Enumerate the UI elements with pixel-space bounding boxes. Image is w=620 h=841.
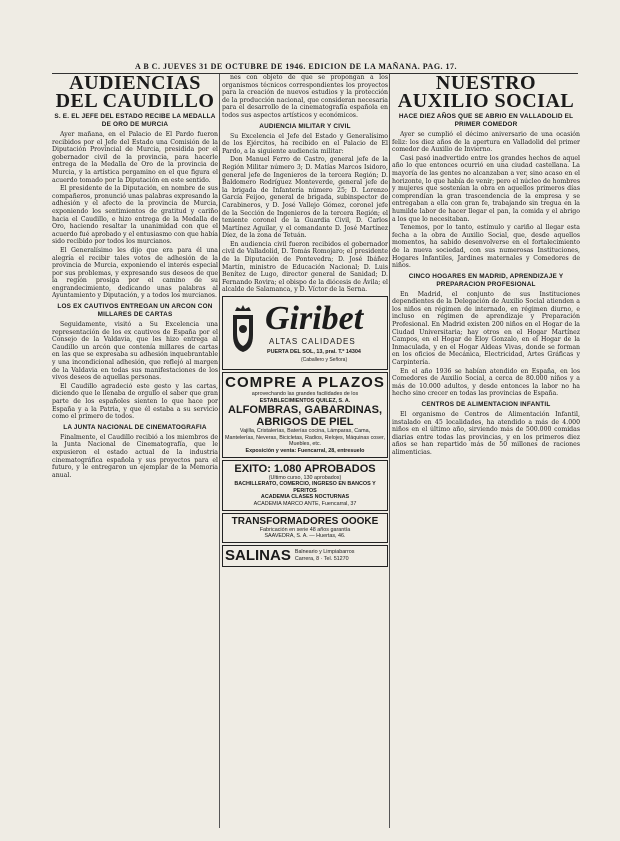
subhead-cinco-hogares: CINCO HOGARES EN MADRID, APRENDIZAJE Y PREPARACION PROFESIONAL (408, 272, 564, 288)
ad-quilez-line: aprovechando las grandes facilidades de los (251, 391, 359, 398)
paragraph: El Generalísimo les dijo que era para él una alegría el recibir tales votos de adhesión de la provincia de Murcia, exponiendo el interés especial por sus problemas, y expresando sus deseos de que la región prosiga por el camino de su engrandecimiento, dedicando unas palabras al Ayuntamiento y Diputación, y a todos los murcianos. (52, 246, 218, 300)
paragraph: El presidente de la Diputación, en nombre de sus compañeros, pronunció unas palabras expresando la adhesión y el afecto de la provincia de Murcia, exponiendo los sentimientos de gratitud y cariño hacia el Caudillo, e hizo entrega de la Medalla de Oro, haciendo resaltar la unanimidad con que el acuerdo fué aprobado y el entusiasmo con que había sido recibido por todos los murcianos. (52, 185, 218, 246)
paragraph: Don Manuel Ferro de Castro, general jefe de la Región Militar número 3; D. Matías Marcos Isidoro, general jefe de Ingenieros de la tercera Región; D. Baldomero Rodríguez Monteverde, general jefe de la brigada de Infantería número 25; D. Lorenzo García Feijoo, general de brigada, subinspector de Carabineros, y D. José Vallejo Gómez, coronel jefe de la Sección de Ingenieros de la tercera Región; el teniente coronel de la Guardia Civil, D. Carlos Martínez Aguilar, y el comandante D. José Martínez Díez, de la zona de Tetuán. (222, 156, 388, 240)
giribet-note: (Caballero y Señora) (301, 357, 348, 364)
column-middle (222, 74, 388, 834)
column-divider (219, 74, 220, 834)
ad-quilez (222, 372, 388, 458)
ad-quilez-title2: ALFOMBRAS, GABARDINAS, ABRIGOS DE PIEL (228, 404, 382, 429)
subhead-diez-anos: HACE DIEZ AÑOS QUE SE ABRIO EN VALLADOLID EL PRIMER COMEDOR (398, 113, 574, 128)
paragraph: En audiencia civil fueron recibidos el gobernador civil de Valladolid, D. Tomás Romojaro; el presidente de la Diputación de Pontevedra; D. José Ibáñez Martín, ministro de Educación Nacional; D. Luis Benítez de Lugo, director general de Sanidad; D. Fernando Rovira; el obispo de la diócesis de Ávila; el alcalde de Salamanca, y D. Víctor de la Serna. (222, 240, 388, 294)
ad-academia-line: BACHILLERATO, COMERCIO, INGRESO EN BANCOS Y PERITOS (234, 481, 376, 494)
paragraph: Seguidamente, visitó a Su Excelencia una representación de los ex cautivos de España por el Consejo de la Valdavia, que les hizo entrega al Caudillo un arcón que contenía millares de cartas en las que se expresaba su adhesión inquebrantable y una incondicional adhesión, que reflejó al margen de la Valdavia en todas sus manifestaciones de los vivos deseos de aquellas personas. (52, 321, 218, 382)
paragraph: Ayer mañana, en el Palacio de El Pardo fueron recibidos por el Jefe del Estado una Comisión de la Diputación Provincial de Murcia, presidida por el gobernador civil de la provincia, para hacerle entrega de la Medalla de Oro de la provincia de Murcia, y la artística pergamino en el que figura el acuerdo tomado por la Diputación en este sentido. (52, 131, 218, 184)
column-left (52, 74, 218, 834)
paragraph: En Madrid, el conjunto de sus Instituciones dependientes de la Delegación de Auxilio Social atienden a los niños en régimen de internado, en régimen diurno, e incluso en régimen de aprendizaje y Preparación Profesional. En Madrid existen 200 niños en el Hogar de la Ciudad Universitaria; hay otros en el Hogar Martínez Campos, en el Hogar de Eloy Gonzalo, en el Hogar de la Inmaculada, y en el Hogar Aldeas Vivas, donde se forman en los oficios de Mecánica, Electricidad, Artes Gráficas y Carpintería. (392, 290, 580, 367)
subhead-audiencia-militar: AUDIENCIA MILITAR Y CIVIL (259, 122, 351, 130)
header-text: A B C. JUEVES 31 DE OCTUBRE DE 1946. EDICION DE LA MAÑANA. PAG. 17. (135, 62, 458, 71)
paragraph: El Caudillo agradeció este gesto y las cartas, diciendo que le llenaba de orgullo el saber que gran parte de los españoles sienten lo que hace por España y a la Patria, y que él estaba a su servicio como el primero de todos. (52, 382, 218, 421)
ad-salinas (222, 545, 388, 567)
ad-quilez-line: ESTABLECIMIENTOS QUILEZ, S. A. (259, 397, 351, 404)
ad-transformadores-title: TRANSFORMADORES OOOKE (231, 515, 379, 527)
ad-quilez-line: Vajilla, Cristalerías, Baterías cocina, Lámparas, Cama, Mantelerías, Neveras, Bicicletas, Radios, Relojes, Máquinas coser, Muebles, etc. (225, 428, 385, 448)
page-bottom-margin (0, 828, 620, 841)
ad-academia (222, 460, 388, 511)
ad-academia-title: EXITO: 1.080 APROBADOS (234, 462, 376, 475)
ad-salinas-line: Carrera, 8 · Tel. 51270 (294, 555, 349, 562)
paragraph: Casi pasó inadvertido entre los grandes hechos de aquel año lo que entonces ocurrió en una ciudad castellana. La mayoría de las gentes no alcanzaban a ver, sino acaso en el horizonte, lo que había de venir; pero el núcleo de hombres y mujeres que sostenían la obra en aquellos primeros días comprendían la gran trascendencia de la empresa y se entregaban a ella con gran fe, trabajando sin tregua en la humilde labor de hacer llegar el pan, la comida y el abrigo a los que lo necesitaban. (392, 154, 580, 223)
subhead-junta-cine: LA JUNTA NACIONAL DE CINEMATOGRAFIA (63, 423, 207, 431)
subhead-medalla: S. E. EL JEFE DEL ESTADO RECIBE LA MEDALLA DE ORO DE MURCIA (54, 113, 216, 128)
ad-salinas-line: Balneario y Limpiabarros (294, 549, 355, 556)
subhead-centros-alimentacion: CENTROS DE ALIMENTACION INFANTIL (421, 401, 551, 408)
ad-academia-line: ACADEMIA CLASES NOCTURNAS (260, 494, 350, 501)
column-right (392, 74, 580, 834)
ad-quilez-title: COMPRE A PLAZOS (225, 374, 385, 392)
ad-academia-line: (Ultimo curso, 130 aprobados) (268, 474, 342, 481)
subhead-ex-cautivos: LOS EX CAUTIVOS ENTREGAN UN ARCON CON MILLARES DE CARTAS (57, 303, 213, 319)
giribet-logo: Giribet (265, 300, 364, 338)
giribet-address: PUERTA DEL SOL, 13, pral. T.º 14304 (267, 349, 361, 356)
paragraph: Tenemos, por lo tanto, estímulo y cariño al llegar esta fecha a la obra de Auxilio Social, que, desde aquellos momentos, ha sabido desenvolverse en el fortalecimiento de la nueva sociedad, con sus numerosas Instituciones, Hogares Infantiles, Jardines maternales y Comedores de niños. (392, 224, 580, 270)
paragraph: nes con objeto de que se propongan a los organismos técnicos correspondientes los proyectos para la creación de nuevos estudios y la protección de la producción nacional, que consideran necesaria para el desarrollo de la cinematografía española en todos sus aspectos artísticos y económicos. (222, 74, 388, 119)
ad-quilez-line: Exposición y venta: Fuencarral, 28, entresuelo (245, 448, 365, 454)
column-divider (389, 74, 390, 834)
paragraph: Ayer se cumplió el décimo aniversario de una ocasión feliz: los diez años de la apertura en Valladolid del primer comedor de Auxilio de Invierno. (392, 131, 580, 154)
ad-transformadores (222, 513, 388, 543)
paragraph: En el año 1936 se habían atendido en España, en los Comedores de Auxilio Social, a cerca de 80.000 niños y a más de 10.000 adultos, y desde entonces la labor no ha hecho sino crecer en todas las provincias de España. (392, 367, 580, 398)
crest-icon (229, 305, 257, 353)
ad-giribet (222, 296, 388, 370)
ad-salinas-title: SALINAS (225, 546, 291, 564)
ad-academia-line: ACADEMIA MARCO ANTE, Fuencarral, 37 (253, 500, 357, 507)
paragraph: Su Excelencia el Jefe del Estado y Generalísimo de los Ejércitos, ha recibido en el Palacio de El Pardo, a la siguiente audiencia militar: (222, 132, 388, 155)
giribet-tagline: ALTAS CALIDADES (269, 337, 356, 347)
paragraph: El organismo de Centros de Alimentación Infantil, instalado en 45 localidades, ha atendido a más de 4.000 niños en el último año, sirviendo más de 500.000 comidas diarias entre todas las provincias, y en los primeros diez años se han repartido más de 50 millones de raciones alimenticias. (392, 411, 580, 456)
paragraph: Finalmente, el Caudillo recibió a los miembros de la Junta Nacional de Cinematografía, que le expusieron el estado actual de la industria cinematográfica española y sus proyectos para el futuro, y le entregaron un ejemplar de la Memoria anual. (52, 433, 218, 479)
ad-transformadores-line: Fabricación en serie 48 años garantía (259, 526, 351, 533)
headline-audiencias: AUDIENCIAS DEL CAUDILLO (55, 74, 215, 112)
ad-transformadores-line: SAAVEDRA, S. A. — Huertas, 46. (264, 533, 346, 540)
headline-auxilio-social: NUESTRO AUXILIO SOCIAL (397, 74, 575, 112)
